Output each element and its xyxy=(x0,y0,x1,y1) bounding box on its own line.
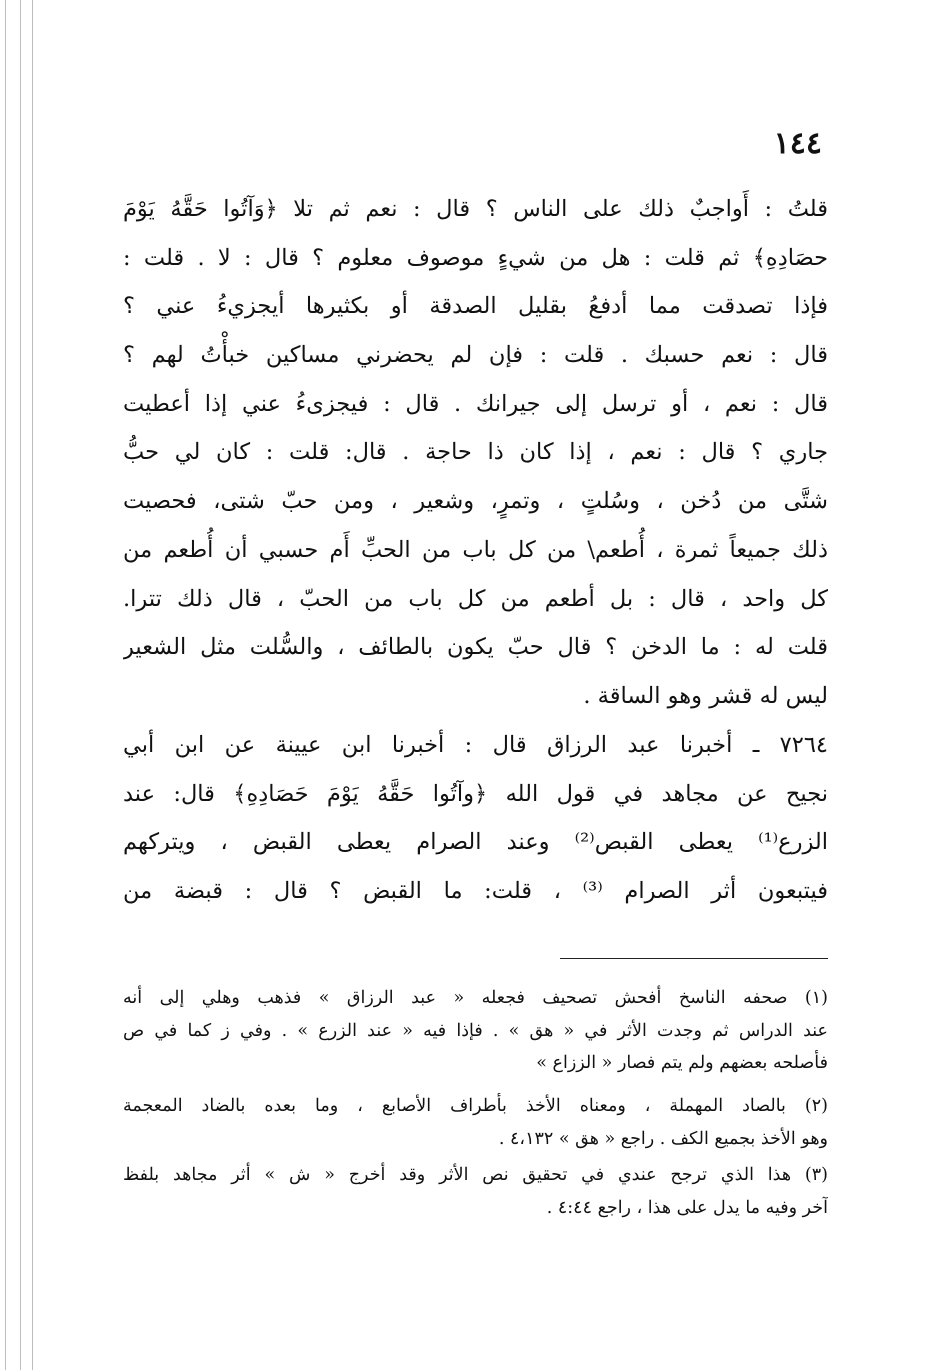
text-line: جاري ؟ قال : نعم ، إذا كان ذا حاجة . قال: قلت : كان لي حبُّ xyxy=(123,439,828,466)
footnote-line: (٢) بالصاد المهملة ، ومعناه الأخذ بأطراف الأصابع ، وما بعده بالضاد المعجمة xyxy=(123,1096,828,1117)
text-line: كل واحد ، قال : بل أطعم من كل باب من الحبّ ، قال ذلك تترا. xyxy=(123,585,828,612)
text-line: ذلك جميعاً ثمرة ، أُطعم\ من كل باب من الحبِّ أَم حسبي أن أُطعم من xyxy=(123,536,828,563)
text-line: قال : نعم ، أو ترسل إلى جيرانك . قال : فيجزىءُ عني إذا أعطيت xyxy=(123,390,828,417)
footnote-line: فأصلحه بعضهم ولم يتم فصار « الززاع » xyxy=(536,1053,828,1074)
text-line: نجيح عن مجاهد في قول الله ﴿وآتُوا حَقَّهُ يَوْمَ حَصَادِهِ﴾ قال: عند xyxy=(123,780,828,807)
text-line: ٧٢٦٤ ـ أخبرنا عبد الرزاق قال : أخبرنا ابن عيينة عن ابن أبي xyxy=(123,732,828,758)
footnote-line: (١) صحفه الناسخ أفحش تصحيف فجعله « عبد الرزاق » فذهب وهلي إلى أنه xyxy=(123,988,828,1008)
footnote-3 xyxy=(123,1159,828,1224)
footnote-2 xyxy=(123,1090,828,1155)
text-line: الزرع⁽¹⁾ يعطى القبص⁽²⁾ وعند الصرام يعطى القبض ، ويتركهم xyxy=(123,829,828,856)
footnote-separator xyxy=(560,958,828,959)
footnote-line: آخر وفيه ما يدل على هذا ، راجع ٤:٤٤ . xyxy=(546,1198,828,1219)
text-line: ليس له قشر وهو الساقة . xyxy=(583,682,828,709)
text-line: فإذا تصدقت مما أدفعُ بقليل الصدقة أو بكثيرها أيجزيءُ عني ؟ xyxy=(123,293,828,320)
footnote-line: عند الدراس ثم وجدت الأثر في « هق » . فإذا فيه « عند الزرع » . وفي ز كما في ص xyxy=(123,1020,828,1041)
footnotes xyxy=(123,982,828,1225)
paragraph-1 xyxy=(123,185,828,721)
footnote-line: وهو الأخذ بجميع الكف . راجع « هق » ٤،١٣٢ . xyxy=(498,1128,828,1149)
footnote-1 xyxy=(123,982,828,1080)
text-line: قال : نعم حسبك . قلت : فإن لم يحضرني مساكين خبأْتُ لهم ؟ xyxy=(123,342,828,369)
text-line: قلت له : ما الدخن ؟ قال حبّ يكون بالطائف ، والسُّلت مثل الشعير xyxy=(123,634,828,661)
text-line: فيتبعون أثر الصرام ⁽³⁾ ، قلت: ما القبض ؟ قال : قبضة من xyxy=(123,878,828,905)
scan-margin-line-2 xyxy=(20,0,21,1370)
text-line: شتَّى من دُخن ، وسُلتٍ ، وتمرٍ، وشعير ، ومن حبّ شتى، فحصيت xyxy=(123,488,828,515)
footnote-line: (٣) هذا الذي ترجح عندي في تحقيق نص الأثر وقد أخرج « ش » أثر مجاهد بلفظ xyxy=(123,1165,828,1186)
text-line: حصَادِهِ﴾ ثم قلت : هل من شيءٍ موصوف معلوم ؟ قال : لا . قلت : xyxy=(123,244,828,271)
paragraph-2 xyxy=(123,721,828,916)
scan-margin-line-3 xyxy=(32,0,33,1370)
scan-margin-line-1 xyxy=(5,0,6,1370)
page-number: ١٤٤ xyxy=(773,126,822,161)
text-line: قلتُ : أَواجبٌ ذلك على الناس ؟ قال : نعم ثم تلا ﴿وَآتُوا حَقَّهُ يَوْمَ xyxy=(123,196,828,222)
